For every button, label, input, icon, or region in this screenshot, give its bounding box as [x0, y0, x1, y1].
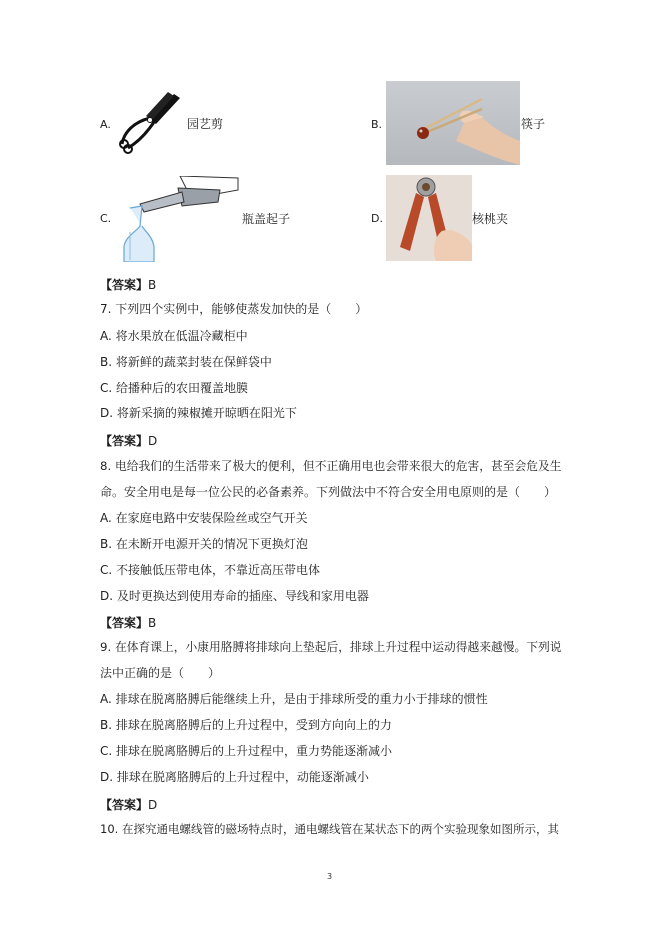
option-c-letter: C. — [100, 212, 112, 225]
q7-stem: 7. 下列四个实例中，能够使蒸发加快的是（ ） — [100, 302, 368, 316]
q7-option-b: B. 将新鲜的蔬菜封装在保鲜袋中 — [100, 355, 272, 369]
q8-option-c: C. 不接触低压带电体，不靠近高压带电体 — [100, 563, 321, 577]
q8-option-b: B. 在未断开电源开关的情况下更换灯泡 — [100, 537, 308, 551]
chopsticks-photo — [386, 81, 520, 165]
q9-option-b: B. 排球在脱离胳膊后的上升过程中，受到方向向上的力 — [100, 718, 392, 732]
answer-value: D — [148, 798, 158, 812]
q7-answer — [100, 432, 157, 449]
page-number: 3 — [327, 872, 333, 881]
q10-stem-line1: 10. 在探究通电螺线管的磁场特点时，通电螺线管在某状态下的两个实验现象如图所示，其 — [100, 822, 559, 836]
option-b-label: 筷子 — [521, 117, 546, 131]
answer-value: B — [148, 616, 157, 630]
q9-option-d: D. 排球在脱离胳膊后的上升过程中，动能逐渐减小 — [100, 770, 369, 784]
answer-value: B — [148, 278, 157, 292]
q7-option-d: D. 将新采摘的辣椒摊开晾晒在阳光下 — [100, 406, 297, 420]
q9-stem-line1: 9. 在体育课上，小康用胳膊将排球向上垫起后，排球上升过程中运动得越来越慢。下列说 — [100, 640, 562, 654]
q8-stem-line2: 命。安全用电是每一位公民的必备素养。下列做法中不符合安全用电原则的是（ ） — [100, 485, 557, 499]
answer-tag: 【答案】 — [100, 798, 149, 812]
walnut-cracker-photo — [386, 175, 472, 261]
q8-option-a: A. 在家庭电路中安装保险丝或空气开关 — [100, 511, 308, 525]
q9-option-a: A. 排球在脱离胳膊后能继续上升，是由于排球所受的重力小于排球的惯性 — [100, 692, 488, 706]
q9-answer — [100, 796, 157, 813]
q6-answer — [100, 276, 156, 293]
bottle-opener-picture — [120, 176, 242, 262]
q9-option-c: C. 排球在脱离胳膊后的上升过程中，重力势能逐渐减小 — [100, 744, 393, 758]
option-a-letter: A. — [100, 118, 111, 131]
answer-tag: 【答案】 — [100, 616, 149, 630]
q8-option-d: D. 及时更换达到使用寿命的插座、导线和家用电器 — [100, 589, 369, 603]
q8-stem-line1: 8. 电给我们的生活带来了极大的便利，但不正确用电也会带来很大的危害，甚至会危及生 — [100, 459, 562, 473]
option-a-label: 园艺剪 — [187, 117, 224, 131]
option-c-label: 瓶盖起子 — [242, 212, 291, 226]
answer-tag: 【答案】 — [100, 278, 149, 292]
option-d-letter: D. — [371, 212, 383, 225]
option-b-letter: B. — [371, 118, 383, 131]
option-d-label: 核桃夹 — [472, 212, 509, 226]
q7-option-a: A. 将水果放在低温冷藏柜中 — [100, 329, 248, 343]
q9-stem-line2: 法中正确的是（ ） — [100, 666, 221, 680]
garden-shears-icon — [116, 88, 186, 156]
q8-answer — [100, 614, 156, 631]
q7-option-c: C. 给播种后的农田覆盖地膜 — [100, 381, 249, 395]
answer-value: D — [148, 434, 158, 448]
answer-tag: 【答案】 — [100, 434, 149, 448]
